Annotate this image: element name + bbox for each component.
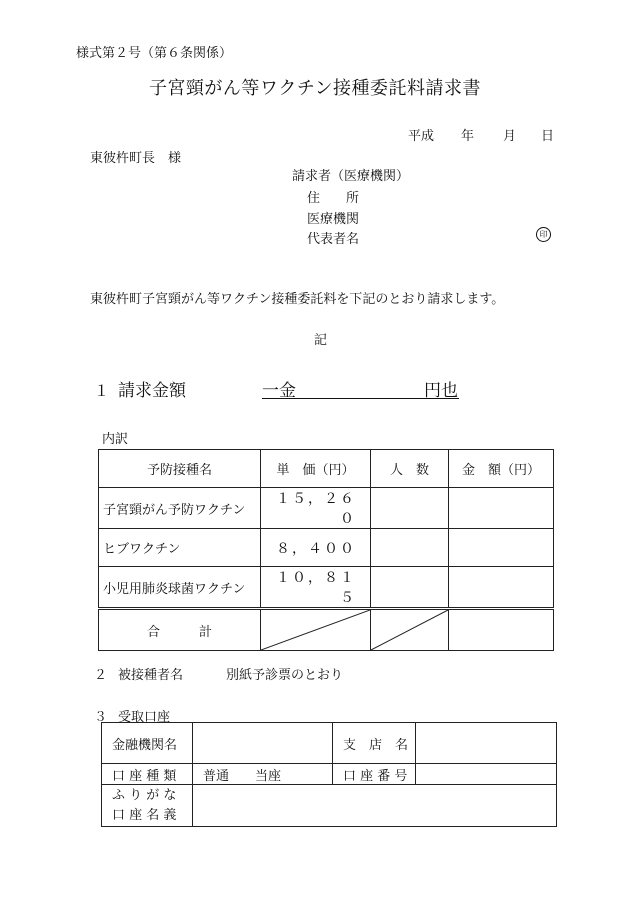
claimant-heading: 請求者（医療機関） [292, 169, 410, 184]
section3-label: 受取口座 [118, 710, 171, 725]
section2-label: 被接種者名 [118, 668, 184, 683]
account-type-label: 口 座 種 類 [102, 764, 193, 785]
section2-number: ２ [94, 668, 108, 683]
unit-price: １０，８１５ [261, 567, 371, 609]
unit-price: １５，２６０ [261, 488, 371, 529]
ki-label: 記 [314, 333, 328, 348]
account-row-type [102, 764, 557, 785]
total-price-slashed [261, 609, 371, 651]
header-unit-price: 単 価（円） [261, 450, 371, 488]
section3-number: ３ [94, 710, 108, 725]
diagonal-slash [261, 610, 370, 650]
account-name-label-cell [102, 785, 193, 827]
branch-input-cell[interactable] [416, 723, 557, 764]
count-cell[interactable] [371, 567, 449, 609]
amount-suffix: 円也 [424, 381, 458, 401]
vaccine-name: 子宮頸がん予防ワクチン [99, 488, 261, 529]
breakdown-label: 内訳 [102, 432, 129, 447]
account-row-bank [102, 723, 557, 764]
section1-label: 請求金額 [118, 381, 186, 401]
form-number: 様式第２号（第６条関係） [76, 46, 233, 61]
count-cell[interactable] [371, 529, 449, 567]
furigana-label: ふ り が な [112, 787, 177, 803]
date-month: 月 [503, 129, 517, 144]
count-cell[interactable] [371, 488, 449, 529]
amount-underline [262, 398, 459, 399]
address-label: 住 所 [307, 191, 360, 206]
amount-cell[interactable] [449, 488, 554, 529]
total-row [99, 609, 554, 651]
header-vaccine-name: 予防接種名 [99, 450, 261, 488]
table-row [99, 529, 554, 567]
section1-number: １ [94, 382, 110, 400]
seal-mark-icon: 印 [536, 227, 551, 242]
account-name-cell[interactable] [193, 785, 557, 827]
date-day: 日 [541, 129, 555, 144]
request-statement: 東彼杵町子宮頸がん等ワクチン接種委託料を下記のとおり請求します。 [90, 292, 505, 307]
account-name-label: 口 座 名 義 [112, 807, 177, 823]
bank-input-cell[interactable] [193, 723, 333, 764]
total-label: 合 計 [99, 609, 261, 651]
table-header-row [99, 450, 554, 488]
document-title: 子宮頸がん等ワクチン接種委託料請求書 [148, 78, 482, 99]
bank-label: 金融機関名 [102, 723, 193, 764]
date-year: 年 [461, 129, 475, 144]
addressee: 東彼杵町長 様 [90, 151, 182, 166]
vaccine-name: 小児用肺炎球菌ワクチン [99, 567, 261, 609]
vaccine-name: ヒブワクチン [99, 529, 261, 567]
diagonal-slash [371, 610, 448, 650]
table-row [99, 488, 554, 529]
account-type-options[interactable]: 普通 当座 [193, 764, 333, 785]
representative-label: 代表者名 [307, 232, 360, 247]
account-row-name [102, 785, 557, 827]
date-era: 平成 [408, 129, 435, 144]
breakdown-table [98, 449, 554, 651]
header-amount: 金 額（円） [449, 450, 554, 488]
amount-cell[interactable] [449, 567, 554, 609]
institution-label: 医療機関 [307, 212, 360, 227]
total-count-slashed [371, 609, 449, 651]
amount-prefix: 一金 [262, 381, 296, 401]
section2-value: 別紙予診票のとおり [226, 668, 344, 683]
branch-label: 支 店 名 [333, 723, 416, 764]
account-number-label: 口 座 番 号 [333, 764, 416, 785]
total-amount-cell[interactable] [449, 609, 554, 651]
table-row [99, 567, 554, 609]
account-table [101, 722, 557, 827]
account-number-cell[interactable] [416, 764, 557, 785]
amount-cell[interactable] [449, 529, 554, 567]
header-count: 人 数 [371, 450, 449, 488]
unit-price: ８，４００ [261, 529, 371, 567]
